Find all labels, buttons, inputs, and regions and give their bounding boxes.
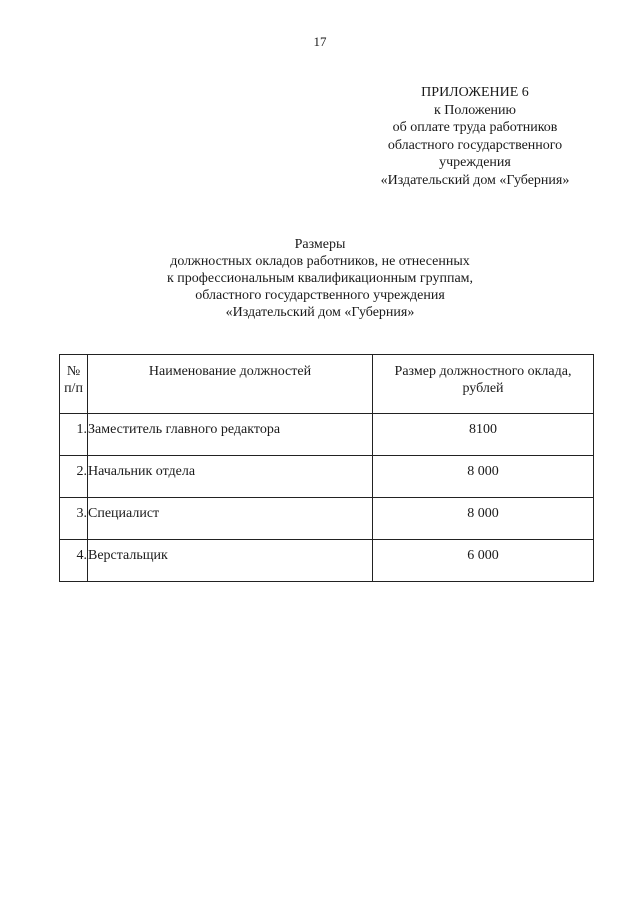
table-row bbox=[60, 540, 594, 582]
table-row bbox=[60, 456, 594, 498]
row-position: Начальник отдела bbox=[88, 456, 373, 498]
document-title bbox=[120, 236, 520, 321]
header-num-line2: п/п bbox=[64, 381, 83, 396]
appendix-line: к Положению bbox=[433, 102, 516, 118]
row-number: 3. bbox=[60, 498, 88, 540]
salary-table bbox=[59, 354, 594, 582]
header-position: Наименование должностей bbox=[88, 355, 373, 414]
row-number: 1. bbox=[60, 414, 88, 456]
row-position: Специалист bbox=[88, 498, 373, 540]
row-position: Заместитель главного редактора bbox=[88, 414, 373, 456]
header-num bbox=[60, 355, 88, 414]
row-salary: 8 000 bbox=[373, 456, 594, 498]
table-row bbox=[60, 498, 594, 540]
title-line: «Издательский дом «Губерния» bbox=[225, 305, 415, 320]
title-line: должностных окладов работников, не отнесенных bbox=[170, 254, 470, 269]
header-num-line1: № bbox=[66, 364, 81, 379]
row-number: 4. bbox=[60, 540, 88, 582]
appendix-line: «Издательский дом «Губерния» bbox=[380, 172, 570, 188]
header-salary-line1: Размер должностного оклада, bbox=[394, 364, 572, 379]
table-header-row bbox=[60, 355, 594, 414]
row-number: 2. bbox=[60, 456, 88, 498]
row-salary: 6 000 bbox=[373, 540, 594, 582]
header-salary-line2: рублей bbox=[462, 381, 504, 396]
appendix-line: ПРИЛОЖЕНИЕ 6 bbox=[421, 85, 529, 100]
title-line: к профессиональным квалификационным группам, bbox=[166, 271, 474, 286]
row-salary: 8100 bbox=[373, 414, 594, 456]
appendix-line: об оплате труда работников bbox=[392, 120, 558, 135]
appendix-line: учреждения bbox=[439, 155, 511, 170]
appendix-header bbox=[350, 84, 600, 189]
page-number: 17 bbox=[313, 34, 327, 49]
table-row bbox=[60, 414, 594, 456]
row-salary: 8 000 bbox=[373, 498, 594, 540]
title-line: Размеры bbox=[294, 237, 346, 252]
header-salary bbox=[373, 355, 594, 414]
row-position: Верстальщик bbox=[88, 540, 373, 582]
title-line: областного государственного учреждения bbox=[195, 288, 445, 303]
appendix-line: областного государственного bbox=[387, 137, 563, 153]
